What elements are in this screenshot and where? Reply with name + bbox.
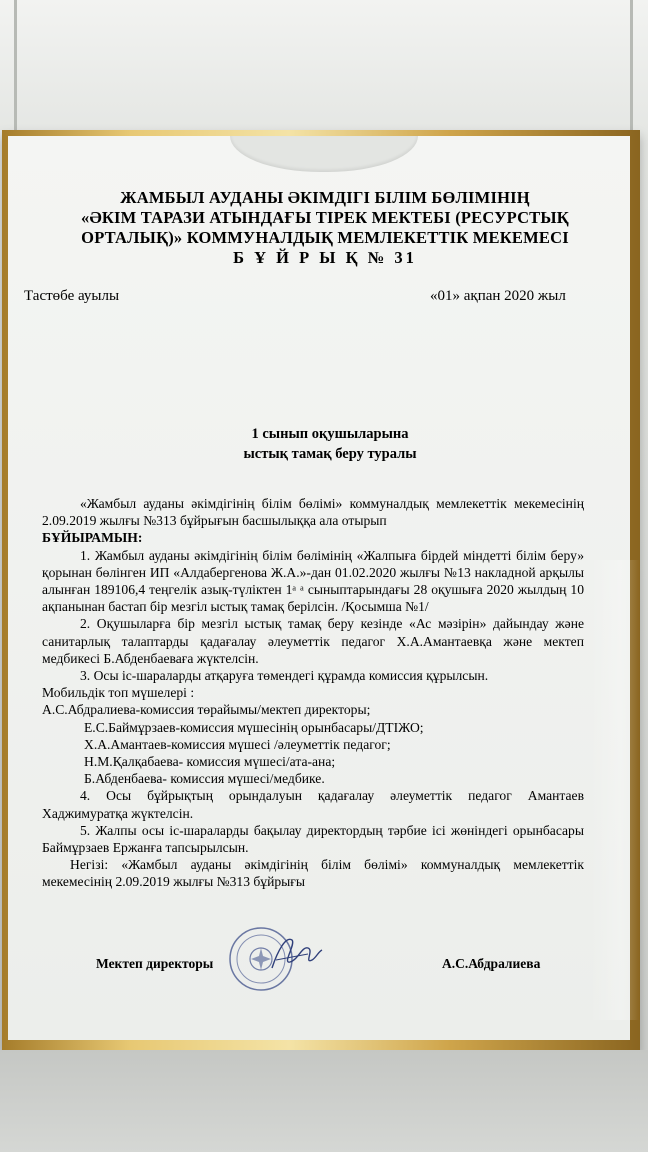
member-5: Б.Абденбаева- комиссия мүшесі/медбике. <box>84 771 325 787</box>
paragraph-2: 2. Оқушыларға бір мезгіл ыстық тамақ беру кезінде «Ас мәзірін» дайындау және санитарлық талаптарды қадағалау әлеуметтік педагог Х.А.Амантаевқа және мектеп медбикесі Б.Абденбаеваға жүктелсін. <box>42 616 584 666</box>
place-label: Тастөбе ауылы <box>24 288 120 304</box>
signature-name: А.С.Абдралиева <box>442 956 541 971</box>
member-4: Н.М.Қалқабаева- комиссия мүшесі/ата-ана; <box>84 754 336 770</box>
order-word: БҰЙЫРАМЫН: <box>42 530 143 546</box>
wall-frame-left <box>14 0 17 140</box>
order-number: Б Ұ Й Р Ы Қ № 31 <box>233 248 417 267</box>
top-wall-strip <box>0 0 648 140</box>
subject-line-2: ыстық тамақ беру туралы <box>243 446 417 462</box>
document-header <box>40 188 610 268</box>
header-line-2: «ӘКІМ ТАРАЗИ АТЫНДАҒЫ ТІРЕК МЕКТЕБІ (РЕСУРСТЫҚ <box>81 208 569 227</box>
intro-paragraph: «Жамбыл ауданы әкімдігінің білім бөлімі» коммуналдық мемлекеттік мекемесінің 2.09.2019 жылғы №313 бұйрығын басшылыққа ала отырып <box>42 496 584 529</box>
handwritten-signature <box>268 930 324 976</box>
paragraph-4: 4. Осы бұйрықтың орындалуын қадағалау әлеуметтік педагог Амантаев Хаджимуратқа жүктелсін. <box>42 788 584 821</box>
date-label: «01» ақпан 2020 жыл <box>430 288 566 304</box>
wall-frame-right <box>630 0 633 140</box>
glare-reflection <box>590 560 640 1020</box>
subject-line-1: 1 сынып оқушыларына <box>251 426 409 442</box>
bottom-wall <box>0 1050 648 1152</box>
header-line-1: ЖАМБЫЛ АУДАНЫ ӘКІМДІГІ БІЛІМ БӨЛІМІНІҢ <box>120 188 530 207</box>
member-3: Х.А.Амантаев-комиссия мүшесі /әлеуметтік педагог; <box>84 736 391 752</box>
basis-paragraph: Негізі: «Жамбыл ауданы әкімдігінің білім бөлімі» коммуналдық мемлекеттік мекемесінің 2.09.2019 жылғы №313 бұйрығы <box>42 857 584 890</box>
mobile-group-label: Мобильдік топ мүшелері : <box>42 685 195 701</box>
order-subject <box>180 424 480 464</box>
paragraph-3: 3. Осы іс-шараларды атқаруға төмендегі құрамда комиссия құрылсын. <box>80 668 489 684</box>
member-1: А.С.Абдралиева-комиссия төрайымы/мектеп директоры; <box>42 702 371 718</box>
paragraph-5: 5. Жалпы осы іс-шараларды бақылау директордың тәрбие ісі жөніндегі орынбасары Баймұрзаев Ержанға тапсырылсын. <box>42 822 584 856</box>
member-2: Е.С.Баймұрзаев-комиссия мүшесінің орынбасары/ДТІЖО; <box>84 719 424 735</box>
order-body <box>42 495 584 891</box>
paragraph-1: 1. Жамбыл ауданы әкімдігінің білім бөлімінің «Жалпыға бірдей міндетті білім беру» қорынан бөлінген ИП «Алдабергенова Ж.А.»-дан 01.02.2020 жылғы №13 накладной арқылы алынған 189106,4 теңгелік азық-түліктен 1ᵃ ᵃ сыныптарындағы 28 оқушыға 2020 жылдың 10 ақпанынан бастап бір мезгіл ыстық тамақ берілсін. /Қосымша №1/ <box>42 547 584 615</box>
signature-role: Мектеп директоры <box>96 956 214 971</box>
header-line-3: ОРТАЛЫҚ)» КОММУНАЛДЫҚ МЕМЛЕКЕТТІК МЕКЕМЕСІ <box>81 228 569 247</box>
